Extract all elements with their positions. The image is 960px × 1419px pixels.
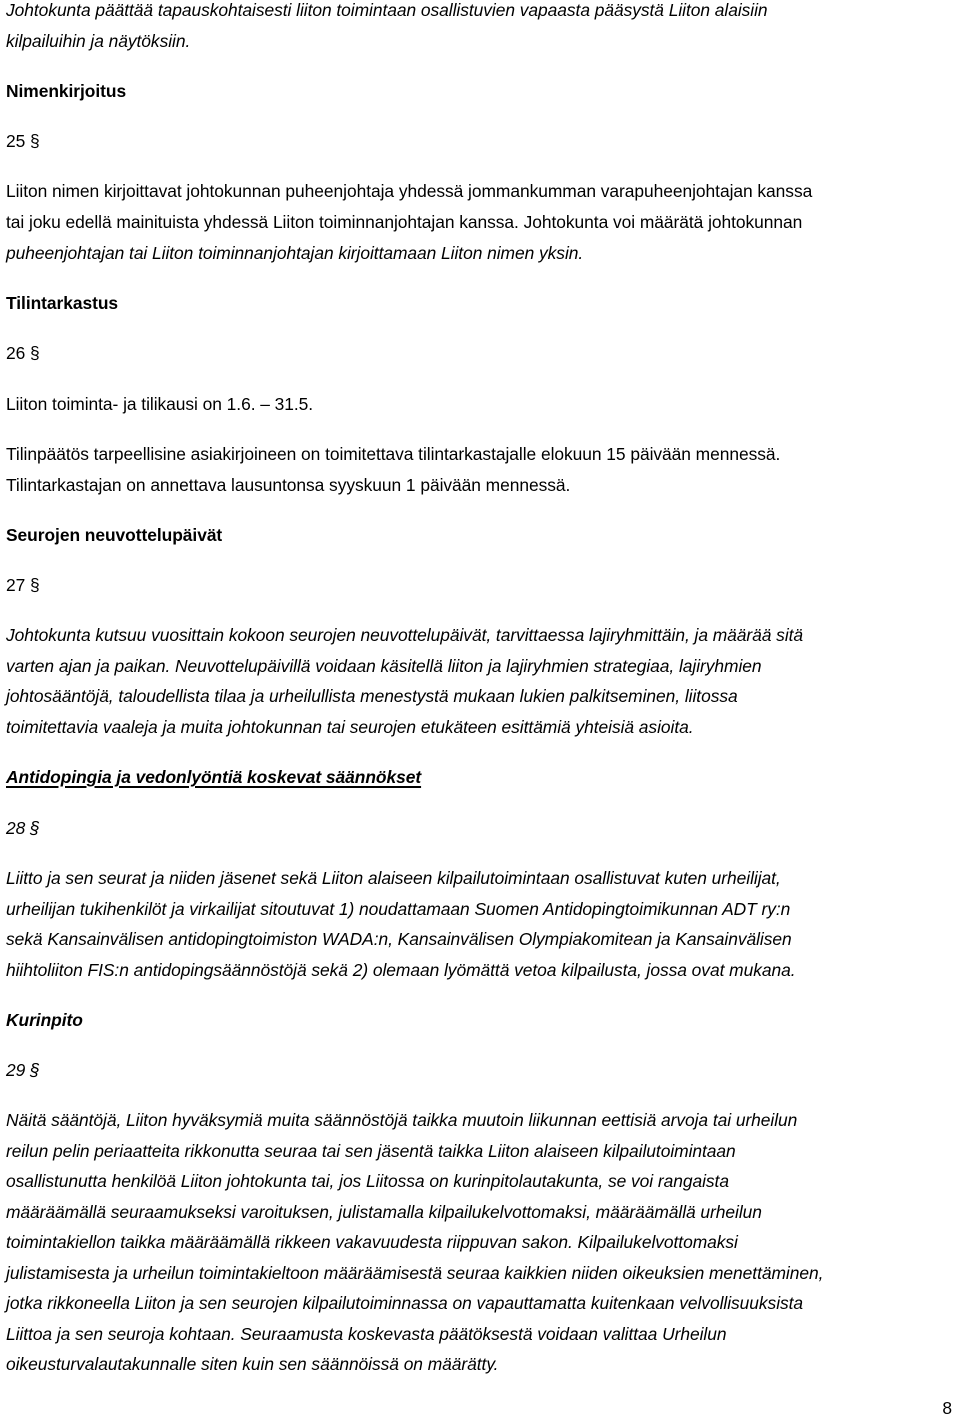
section-number: 27 § xyxy=(6,575,40,595)
text-line: oikeusturvalautakunnalle siten kuin sen säännöissä on määrätty. xyxy=(6,1354,499,1374)
text-line: puheenjohtajan tai Liiton toiminnanjohtajan kirjoittamaan Liiton nimen yksin. xyxy=(6,243,584,263)
section-heading: Kurinpito xyxy=(6,1010,83,1030)
text-line: toimintakiellon taikka määräämällä rikkeen vakavuudesta riippuvan sakon. Kilpailukelvottomaksi xyxy=(6,1232,738,1252)
section-heading: Tilintarkastus xyxy=(6,293,119,313)
text-line: tai joku edellä mainituista yhdessä Liiton toiminnanjohtajan kanssa. Johtokunta voi määrätä johtokunnan xyxy=(6,212,803,232)
text-line: Johtokunta päättää tapauskohtaisesti liiton toimintaan osallistuvien vapaasta pääsystä Liiton alaisiin xyxy=(6,0,768,20)
text-line: Liittoa ja sen seuroja kohtaan. Seuraamusta koskevasta päätöksestä voidaan valittaa Urheilun xyxy=(6,1324,727,1344)
text-line: kilpailuihin ja näytöksiin. xyxy=(6,31,191,51)
text-line: urheilijan tukihenkilöt ja virkailijat sitoutuvat 1) noudattamaan Suomen Antidopingtoimikunnan ADT ry:n xyxy=(6,899,791,919)
text-line: Liitto ja sen seurat ja niiden jäsenet sekä Liiton alaiseen kilpailutoimintaan osallistuvat kuten urheilijat, xyxy=(6,868,781,888)
section-number: 26 § xyxy=(6,343,40,363)
section-number: 25 § xyxy=(6,131,40,151)
text-line: julistamisesta ja urheilun toimintakieltoon määräämisestä seuraa kaikkien niiden oikeuksien menettäminen, xyxy=(6,1263,824,1283)
page-number: 8 xyxy=(942,1398,952,1418)
text-line: johtosääntöjä, taloudellista tilaa ja urheilullista menestystä mukaan lukien palkitseminen, liitossa xyxy=(6,686,738,706)
text-line: jotka rikkoneella Liiton ja sen seurojen kilpailutoiminnassa on vapauttamatta kuitenkaan velvollisuuksista xyxy=(6,1293,804,1313)
text-line: Näitä sääntöjä, Liiton hyväksymiä muita säännöstöjä taikka muutoin liikunnan eettisiä arvoja tai urheilun xyxy=(6,1110,798,1130)
text-line: Liiton toiminta- ja tilikausi on 1.6. – 31.5. xyxy=(6,394,314,414)
section-number: 28 § xyxy=(6,818,40,838)
section-heading: Antidopingia ja vedonlyöntiä koskevat säännökset xyxy=(6,767,422,787)
text-line: reilun pelin periaatteita rikkonutta seuraa tai sen jäsentä taikka Liiton alaiseen kilpailutoimintaan xyxy=(6,1141,736,1161)
text-line: määräämällä seuraamukseksi varoituksen, julistamalla kilpailukelvottomaksi, määräämällä urheilun xyxy=(6,1202,762,1222)
text-line: hiihtoliiton FIS:n antidopingsäännöstöjä sekä 2) olemaan lyömättä vetoa kilpailusta, jossa ovat mukana. xyxy=(6,960,796,980)
section-number: 29 § xyxy=(6,1060,40,1080)
text-line: toimitettavia vaaleja ja muita johtokunnan tai seurojen etukäteen esittämiä yhteisiä asioita. xyxy=(6,717,694,737)
section-heading: Seurojen neuvottelupäivät xyxy=(6,525,223,545)
text-line: Johtokunta kutsuu vuosittain kokoon seurojen neuvottelupäivät, tarvittaessa lajiryhmittäin, ja määrää sitä xyxy=(6,625,804,645)
text-line: Tilintarkastajan on annettava lausuntonsa syyskuun 1 päivään mennessä. xyxy=(6,475,571,495)
section-heading: Nimenkirjoitus xyxy=(6,81,127,101)
text-line: sekä Kansainvälisen antidopingtoimiston WADA:n, Kansainvälisen Olympiakomitean ja Kansainvälisen xyxy=(6,929,792,949)
text-line: Liiton nimen kirjoittavat johtokunnan puheenjohtaja yhdessä jommankumman varapuheenjohtajan kanssa xyxy=(6,181,813,201)
text-line: osallistunutta henkilöä Liiton johtokunta tai, jos Liitossa on kurinpitolautakunta, se voi rangaista xyxy=(6,1171,729,1191)
text-line: Tilinpäätös tarpeellisine asiakirjoineen on toimitettava tilintarkastajalle elokuun 15 päivään mennessä. xyxy=(6,444,781,464)
text-line: varten ajan ja paikan. Neuvottelupäivillä voidaan käsitellä liiton ja lajiryhmien strategiaa, lajiryhmien xyxy=(6,656,762,676)
